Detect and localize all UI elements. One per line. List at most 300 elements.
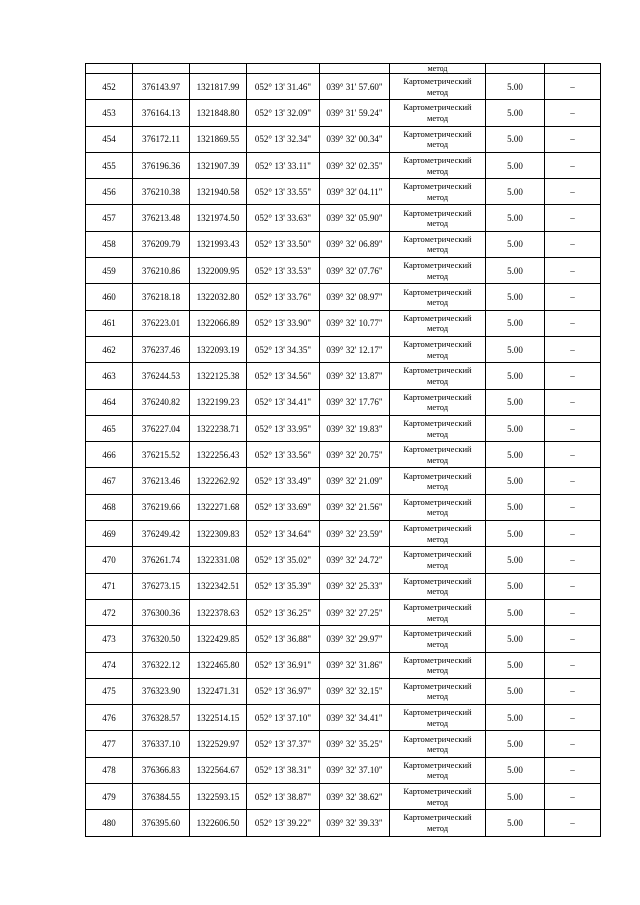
cell-x-coordinate: 376196.36: [133, 152, 190, 178]
cell-accuracy: 5.00: [486, 415, 545, 441]
cell-empty: [190, 64, 247, 74]
method-line-1: Картометрический: [403, 365, 472, 376]
cell-x-coordinate: 376218.18: [133, 284, 190, 310]
cell-empty: [247, 64, 320, 74]
method-line-2: метод: [426, 402, 449, 413]
cell-method: [390, 363, 486, 389]
cell-accuracy: 5.00: [486, 126, 545, 152]
cell-y-coordinate: 1322271.68: [190, 494, 247, 520]
cell-note: –: [545, 599, 601, 625]
method-line-1: Картометрический: [403, 654, 472, 665]
cell-y-coordinate: 1322378.63: [190, 599, 247, 625]
cell-latitude: 052° 13' 34.64": [247, 521, 320, 547]
cell-accuracy: 5.00: [486, 678, 545, 704]
cell-method: [390, 494, 486, 520]
cell-accuracy: 5.00: [486, 310, 545, 336]
cell-longitude: 039° 32' 10.77": [320, 310, 390, 336]
cell-accuracy: 5.00: [486, 731, 545, 757]
cell-note: –: [545, 494, 601, 520]
method-line-1: Картометрический: [403, 207, 472, 218]
cell-note: –: [545, 468, 601, 494]
cell-method: [390, 573, 486, 599]
cell-method: [390, 705, 486, 731]
table-row: [86, 547, 601, 573]
method-line-1: Картометрический: [403, 102, 472, 113]
cell-accuracy: 5.00: [486, 363, 545, 389]
cell-method: [390, 258, 486, 284]
method-line-2: метод: [426, 323, 449, 334]
cell-latitude: 052° 13' 37.10": [247, 705, 320, 731]
cell-y-coordinate: 1322256.43: [190, 442, 247, 468]
cell-y-coordinate: 1322331.08: [190, 547, 247, 573]
cell-point-number: 461: [86, 310, 133, 336]
cell-latitude: 052° 13' 36.91": [247, 652, 320, 678]
method-line-2: метод: [426, 191, 449, 202]
table-row: [86, 678, 601, 704]
cell-accuracy: 5.00: [486, 231, 545, 257]
method-line-2: метод: [426, 297, 449, 308]
cell-method: [390, 310, 486, 336]
table-row: [86, 415, 601, 441]
cell-point-number: 454: [86, 126, 133, 152]
cell-accuracy: 5.00: [486, 258, 545, 284]
cell-note: –: [545, 389, 601, 415]
cell-accuracy: 5.00: [486, 74, 545, 100]
cell-x-coordinate: 376249.42: [133, 521, 190, 547]
cell-note: –: [545, 126, 601, 152]
cell-y-coordinate: 1322465.80: [190, 652, 247, 678]
cell-longitude: 039° 32' 06.89": [320, 231, 390, 257]
cell-point-number: 459: [86, 258, 133, 284]
cell-method: [390, 389, 486, 415]
cell-longitude: 039° 32' 17.76": [320, 389, 390, 415]
method-line-1: Картометрический: [403, 549, 472, 560]
method-line-2: метод: [426, 533, 449, 544]
cell-note: –: [545, 678, 601, 704]
table-row: [86, 652, 601, 678]
cell-y-coordinate: 1322238.71: [190, 415, 247, 441]
cell-latitude: 052° 13' 32.34": [247, 126, 320, 152]
cell-y-coordinate: 1321869.55: [190, 126, 247, 152]
cell-point-number: 479: [86, 784, 133, 810]
cell-note: –: [545, 784, 601, 810]
method-line-1: Картометрический: [403, 418, 472, 428]
cell-x-coordinate: 376215.52: [133, 442, 190, 468]
cell-latitude: 052° 13' 33.76": [247, 284, 320, 310]
cell-latitude: 052° 13' 34.56": [247, 363, 320, 389]
cell-method: [390, 100, 486, 126]
cell-y-coordinate: 1322529.97: [190, 731, 247, 757]
method-line-2: метод: [426, 244, 449, 255]
table-row: [86, 810, 601, 836]
cell-x-coordinate: 376210.86: [133, 258, 190, 284]
method-line-1: Картометрический: [403, 155, 472, 166]
cell-note: –: [545, 442, 601, 468]
cell-note: –: [545, 310, 601, 336]
cell-note: –: [545, 705, 601, 731]
table-continuation-row: [86, 64, 601, 74]
table-row: [86, 626, 601, 652]
method-line-1: Картометрический: [403, 76, 472, 87]
cell-point-number: 453: [86, 100, 133, 126]
method-line-2: метод: [426, 691, 449, 702]
cell-note: –: [545, 284, 601, 310]
cell-empty: [486, 64, 545, 74]
cell-point-number: 475: [86, 678, 133, 704]
cell-latitude: 052° 13' 33.49": [247, 468, 320, 494]
cell-x-coordinate: 376300.36: [133, 599, 190, 625]
table-row: [86, 757, 601, 783]
cell-latitude: 052° 13' 33.90": [247, 310, 320, 336]
cell-method: [390, 678, 486, 704]
cell-longitude: 039° 32' 13.87": [320, 363, 390, 389]
cell-point-number: 468: [86, 494, 133, 520]
cell-accuracy: 5.00: [486, 810, 545, 836]
cell-longitude: 039° 32' 19.83": [320, 415, 390, 441]
cell-y-coordinate: 1321848.80: [190, 100, 247, 126]
table-row: [86, 205, 601, 231]
cell-accuracy: 5.00: [486, 336, 545, 362]
table-row: [86, 468, 601, 494]
cell-method: [390, 205, 486, 231]
cell-longitude: 039° 32' 04.11": [320, 179, 390, 205]
cell-y-coordinate: 1322606.50: [190, 810, 247, 836]
cell-y-coordinate: 1322032.80: [190, 284, 247, 310]
method-line-1: Картометрический: [403, 812, 472, 823]
cell-longitude: 039° 32' 38.62": [320, 784, 390, 810]
cell-point-number: 480: [86, 810, 133, 836]
cell-longitude: 039° 32' 32.15": [320, 678, 390, 704]
cell-accuracy: 5.00: [486, 179, 545, 205]
method-line-2: метод: [426, 454, 449, 465]
method-line-2: метод: [426, 375, 449, 386]
cell-method: [390, 74, 486, 100]
table-row: [86, 126, 601, 152]
cell-y-coordinate: 1321817.99: [190, 74, 247, 100]
method-line-1: Картометрический: [403, 391, 472, 402]
cell-accuracy: 5.00: [486, 652, 545, 678]
table-row: [86, 336, 601, 362]
cell-point-number: 474: [86, 652, 133, 678]
cell-x-coordinate: 376323.90: [133, 678, 190, 704]
cell-point-number: 478: [86, 757, 133, 783]
cell-y-coordinate: 1321974.50: [190, 205, 247, 231]
method-line-1: Картометрический: [403, 523, 472, 534]
method-line-2: метод: [426, 349, 449, 360]
cell-latitude: 052° 13' 33.11": [247, 152, 320, 178]
cell-x-coordinate: 376273.15: [133, 573, 190, 599]
method-line-2: метод: [426, 665, 449, 676]
cell-y-coordinate: 1321940.58: [190, 179, 247, 205]
cell-accuracy: 5.00: [486, 152, 545, 178]
cell-note: –: [545, 810, 601, 836]
cell-method: [390, 652, 486, 678]
method-line-1: Картометрический: [403, 733, 472, 744]
method-line-1: Картометрический: [403, 470, 472, 481]
cell-y-coordinate: 1321907.39: [190, 152, 247, 178]
cell-note: –: [545, 731, 601, 757]
cell-x-coordinate: 376395.60: [133, 810, 190, 836]
cell-longitude: 039° 32' 08.97": [320, 284, 390, 310]
cell-latitude: 052° 13' 33.53": [247, 258, 320, 284]
cell-note: –: [545, 573, 601, 599]
table-row: [86, 258, 601, 284]
cell-point-number: 465: [86, 415, 133, 441]
cell-method: [390, 468, 486, 494]
method-line-2: метод: [426, 586, 449, 597]
cell-x-coordinate: 376143.97: [133, 74, 190, 100]
cell-accuracy: 5.00: [486, 205, 545, 231]
cell-method: [390, 231, 486, 257]
cell-method: [390, 179, 486, 205]
cell-method: [390, 521, 486, 547]
cell-x-coordinate: 376213.46: [133, 468, 190, 494]
method-line-2: метод: [426, 112, 449, 123]
cell-method: [390, 784, 486, 810]
cell-x-coordinate: 376213.48: [133, 205, 190, 231]
cell-x-coordinate: 376172.11: [133, 126, 190, 152]
cell-latitude: 052° 13' 33.63": [247, 205, 320, 231]
cell-latitude: 052° 13' 33.95": [247, 415, 320, 441]
method-line-1: Картометрический: [403, 628, 472, 639]
cell-point-number: 473: [86, 626, 133, 652]
table-row: [86, 731, 601, 757]
cell-x-coordinate: 376227.04: [133, 415, 190, 441]
cell-point-number: 471: [86, 573, 133, 599]
method-line-1: Картометрический: [403, 444, 472, 455]
cell-point-number: 463: [86, 363, 133, 389]
cell-latitude: 052° 13' 31.46": [247, 74, 320, 100]
cell-latitude: 052° 13' 33.69": [247, 494, 320, 520]
cell-note: –: [545, 152, 601, 178]
cell-longitude: 039° 32' 35.25": [320, 731, 390, 757]
method-line-1: Картометрический: [403, 181, 472, 192]
cell-y-coordinate: 1321993.43: [190, 231, 247, 257]
table-row: [86, 521, 601, 547]
cell-x-coordinate: 376320.50: [133, 626, 190, 652]
cell-y-coordinate: 1322309.83: [190, 521, 247, 547]
cell-longitude: 039° 32' 23.59": [320, 521, 390, 547]
cell-method: [390, 599, 486, 625]
cell-latitude: 052° 13' 37.37": [247, 731, 320, 757]
cell-longitude: 039° 32' 37.10": [320, 757, 390, 783]
cell-y-coordinate: 1322125.38: [190, 363, 247, 389]
cell-point-number: 477: [86, 731, 133, 757]
method-line-2: метод: [426, 139, 449, 150]
cell-point-number: 452: [86, 74, 133, 100]
cell-longitude: 039° 32' 31.86": [320, 652, 390, 678]
cell-y-coordinate: 1322429.85: [190, 626, 247, 652]
method-line-1: Картометрический: [403, 575, 472, 586]
method-line-2: метод: [426, 218, 449, 229]
cell-method-fragment: метод: [390, 64, 486, 74]
cell-x-coordinate: 376240.82: [133, 389, 190, 415]
cell-accuracy: 5.00: [486, 784, 545, 810]
table-row: [86, 442, 601, 468]
cell-note: –: [545, 363, 601, 389]
method-line-2: метод: [426, 796, 449, 807]
method-line-2: метод: [426, 638, 449, 649]
table-row: [86, 152, 601, 178]
cell-note: –: [545, 757, 601, 783]
cell-latitude: 052° 13' 36.97": [247, 678, 320, 704]
cell-longitude: 039° 32' 02.35": [320, 152, 390, 178]
cell-accuracy: 5.00: [486, 442, 545, 468]
cell-longitude: 039° 32' 27.25": [320, 599, 390, 625]
cell-y-coordinate: 1322564.67: [190, 757, 247, 783]
cell-x-coordinate: 376209.79: [133, 231, 190, 257]
table-row: [86, 363, 601, 389]
cell-point-number: 466: [86, 442, 133, 468]
cell-note: –: [545, 415, 601, 441]
cell-accuracy: 5.00: [486, 521, 545, 547]
cell-method: [390, 415, 486, 441]
cell-x-coordinate: 376337.10: [133, 731, 190, 757]
method-line-1: Картометрический: [403, 759, 472, 770]
method-line-2: метод: [426, 612, 449, 623]
cell-longitude: 039° 32' 39.33": [320, 810, 390, 836]
cell-method: [390, 757, 486, 783]
method-line-2: метод: [426, 481, 449, 492]
cell-accuracy: 5.00: [486, 494, 545, 520]
cell-empty: [545, 64, 601, 74]
cell-accuracy: 5.00: [486, 284, 545, 310]
method-line-2: метод: [426, 428, 449, 439]
cell-longitude: 039° 31' 59.24": [320, 100, 390, 126]
method-line-2: метод: [426, 86, 449, 97]
table-row: [86, 705, 601, 731]
method-line-1: Картометрический: [403, 233, 472, 244]
method-line-1: Картометрический: [403, 680, 472, 691]
cell-accuracy: 5.00: [486, 599, 545, 625]
cell-x-coordinate: 376210.38: [133, 179, 190, 205]
method-line-1: Картометрический: [403, 707, 472, 718]
cell-accuracy: 5.00: [486, 757, 545, 783]
cell-latitude: 052° 13' 38.87": [247, 784, 320, 810]
cell-point-number: 472: [86, 599, 133, 625]
table-row: [86, 179, 601, 205]
cell-y-coordinate: 1322262.92: [190, 468, 247, 494]
method-line-1: Картометрический: [403, 339, 472, 350]
cell-note: –: [545, 521, 601, 547]
cell-method: [390, 442, 486, 468]
cell-point-number: 470: [86, 547, 133, 573]
cell-point-number: 456: [86, 179, 133, 205]
cell-method: [390, 152, 486, 178]
cell-x-coordinate: 376164.13: [133, 100, 190, 126]
cell-note: –: [545, 100, 601, 126]
cell-empty: [86, 64, 133, 74]
table-row: [86, 100, 601, 126]
cell-accuracy: 5.00: [486, 100, 545, 126]
cell-longitude: 039° 32' 25.33": [320, 573, 390, 599]
cell-point-number: 476: [86, 705, 133, 731]
cell-y-coordinate: 1322342.51: [190, 573, 247, 599]
cell-latitude: 052° 13' 35.39": [247, 573, 320, 599]
cell-note: –: [545, 336, 601, 362]
cell-point-number: 464: [86, 389, 133, 415]
cell-x-coordinate: 376237.46: [133, 336, 190, 362]
table-row: [86, 389, 601, 415]
cell-note: –: [545, 626, 601, 652]
cell-note: –: [545, 74, 601, 100]
cell-method: [390, 126, 486, 152]
cell-point-number: 457: [86, 205, 133, 231]
method-line-1: Картометрический: [403, 260, 472, 271]
table-row: [86, 74, 601, 100]
method-line-1: Картометрический: [403, 496, 472, 507]
cell-longitude: 039° 31' 57.60": [320, 74, 390, 100]
cell-method: [390, 547, 486, 573]
cell-longitude: 039° 32' 34.41": [320, 705, 390, 731]
cell-longitude: 039° 32' 05.90": [320, 205, 390, 231]
cell-x-coordinate: 376328.57: [133, 705, 190, 731]
cell-point-number: 458: [86, 231, 133, 257]
method-line-2: метод: [426, 559, 449, 570]
method-line-1: Картометрический: [403, 128, 472, 139]
cell-method: [390, 336, 486, 362]
cell-method: [390, 731, 486, 757]
table-row: [86, 284, 601, 310]
cell-longitude: 039° 32' 21.56": [320, 494, 390, 520]
cell-y-coordinate: 1322093.19: [190, 336, 247, 362]
cell-point-number: 460: [86, 284, 133, 310]
method-line-2: метод: [426, 270, 449, 281]
method-line-1: Картометрический: [403, 286, 472, 297]
cell-x-coordinate: 376244.53: [133, 363, 190, 389]
cell-longitude: 039° 32' 00.34": [320, 126, 390, 152]
cell-x-coordinate: 376322.12: [133, 652, 190, 678]
cell-latitude: 052° 13' 34.35": [247, 336, 320, 362]
cell-latitude: 052° 13' 36.25": [247, 599, 320, 625]
cell-latitude: 052° 13' 33.56": [247, 442, 320, 468]
cell-accuracy: 5.00: [486, 626, 545, 652]
cell-point-number: 455: [86, 152, 133, 178]
cell-y-coordinate: 1322593.15: [190, 784, 247, 810]
cell-latitude: 052° 13' 33.55": [247, 179, 320, 205]
cell-longitude: 039° 32' 21.09": [320, 468, 390, 494]
cell-latitude: 052° 13' 33.50": [247, 231, 320, 257]
cell-y-coordinate: 1322199.23: [190, 389, 247, 415]
cell-x-coordinate: 376219.66: [133, 494, 190, 520]
cell-y-coordinate: 1322471.31: [190, 678, 247, 704]
cell-latitude: 052° 13' 38.31": [247, 757, 320, 783]
cell-note: –: [545, 231, 601, 257]
cell-accuracy: 5.00: [486, 573, 545, 599]
cell-x-coordinate: 376384.55: [133, 784, 190, 810]
cell-longitude: 039° 32' 24.72": [320, 547, 390, 573]
cell-accuracy: 5.00: [486, 705, 545, 731]
cell-accuracy: 5.00: [486, 389, 545, 415]
table-row: [86, 784, 601, 810]
cell-note: –: [545, 652, 601, 678]
method-line-2: метод: [426, 770, 449, 781]
cell-y-coordinate: 1322009.95: [190, 258, 247, 284]
cell-longitude: 039° 32' 29.97": [320, 626, 390, 652]
cell-latitude: 052° 13' 34.41": [247, 389, 320, 415]
cell-point-number: 467: [86, 468, 133, 494]
cell-accuracy: 5.00: [486, 547, 545, 573]
table-body: [86, 64, 601, 837]
cell-empty: [320, 64, 390, 74]
cell-y-coordinate: 1322514.15: [190, 705, 247, 731]
cell-method: [390, 284, 486, 310]
method-line-2: метод: [426, 822, 449, 833]
table-row: [86, 310, 601, 336]
table-row: [86, 231, 601, 257]
table-row: [86, 599, 601, 625]
cell-point-number: 469: [86, 521, 133, 547]
